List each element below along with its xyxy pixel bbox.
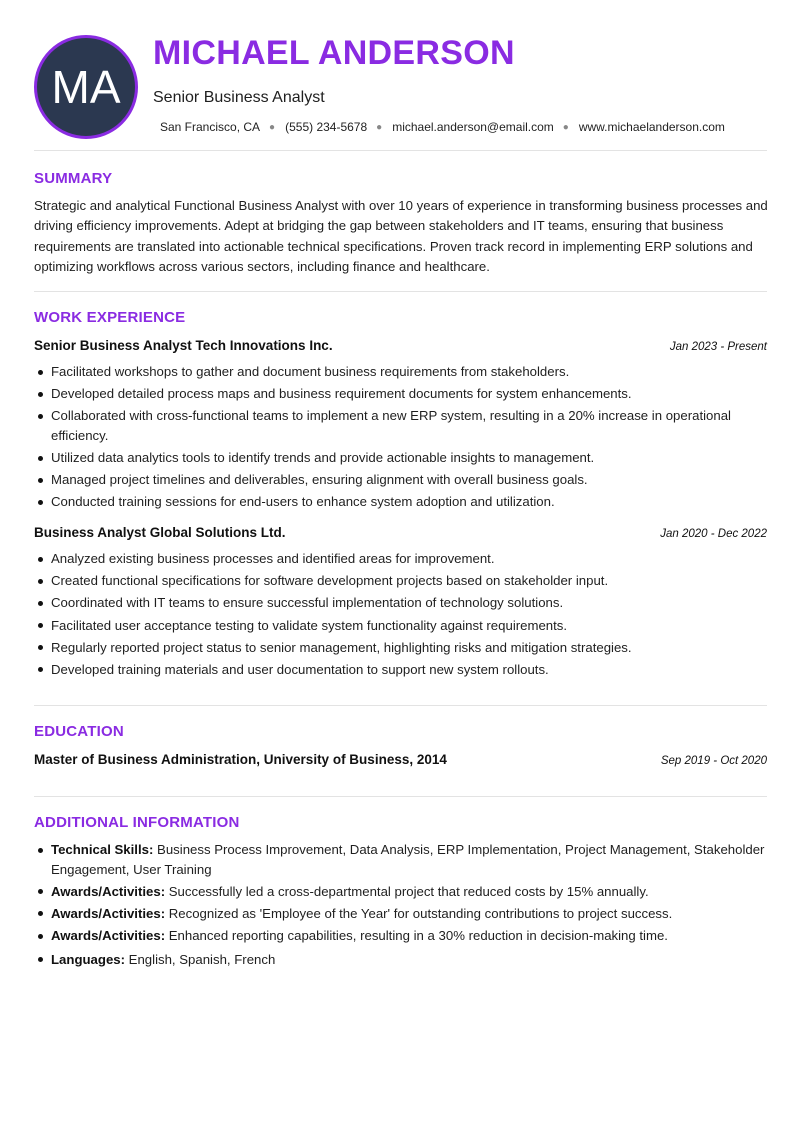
- list-item: Created functional specifications for software development projects based on stakeholder input.: [34, 571, 769, 591]
- additional-list: [34, 840, 769, 972]
- divider: [34, 796, 767, 797]
- list-item: Developed detailed process maps and business requirement documents for system enhancements.: [34, 384, 769, 404]
- job-title: Business Analyst Global Solutions Ltd.: [34, 525, 286, 540]
- contact-separator-dot: ●: [562, 121, 569, 133]
- list-item: Conducted training sessions for end-users to enhance system adoption and utilization.: [34, 492, 769, 512]
- divider: [34, 291, 767, 292]
- education-heading: EDUCATION: [34, 723, 124, 740]
- summary-heading: SUMMARY: [34, 170, 113, 187]
- job-bullets: [34, 362, 769, 515]
- item-text: English, Spanish, French: [125, 951, 276, 967]
- item-label: Technical Skills:: [51, 842, 154, 857]
- job-bullets: [34, 549, 769, 682]
- candidate-name: MICHAEL ANDERSON: [153, 34, 515, 72]
- list-item: Developed training materials and user documentation to support new system rollouts.: [34, 660, 769, 680]
- additional-heading: ADDITIONAL INFORMATION: [34, 814, 240, 831]
- list-item: [34, 950, 769, 970]
- list-item: Analyzed existing business processes and identified areas for improvement.: [34, 549, 769, 569]
- contact-location: San Francisco, CA: [160, 120, 261, 134]
- job-dates: Jan 2020 - Dec 2022: [660, 528, 767, 540]
- list-item: [34, 882, 769, 902]
- experience-heading: WORK EXPERIENCE: [34, 309, 186, 326]
- job-dates: Jan 2023 - Present: [669, 341, 767, 353]
- list-item: Facilitated workshops to gather and document business requirements from stakeholders.: [34, 362, 769, 382]
- education-entry: [34, 752, 767, 767]
- list-item: Facilitated user acceptance testing to validate system functionality against requirements.: [34, 616, 769, 636]
- item-label: Languages:: [51, 951, 126, 967]
- list-item: Managed project timelines and deliverables, ensuring alignment with overall business goals.: [34, 470, 769, 490]
- contact-line: [160, 120, 725, 134]
- contact-website[interactable]: www.michaelanderson.com: [578, 120, 725, 134]
- list-item: [34, 926, 769, 946]
- contact-email[interactable]: michael.anderson@email.com: [392, 120, 554, 134]
- item-label: Awards/Activities:: [51, 883, 166, 899]
- item-text: Successfully led a cross-departmental project that reduced costs by 15% annually.: [165, 883, 649, 899]
- item-label: Awards/Activities:: [51, 905, 166, 921]
- list-item: [34, 840, 769, 879]
- job-header: [34, 338, 767, 353]
- item-text: Enhanced reporting capabilities, resulting in a 30% reduction in decision-making time.: [165, 928, 668, 944]
- list-item: Coordinated with IT teams to ensure successful implementation of technology solutions.: [34, 593, 769, 613]
- list-item: Utilized data analytics tools to identify trends and provide actionable insights to management.: [34, 448, 769, 468]
- list-item: Collaborated with cross-functional teams to implement a new ERP system, resulting in a 20% increase in operational efficiency.: [34, 406, 769, 445]
- contact-phone: (555) 234-5678: [285, 120, 368, 134]
- summary-text: Strategic and analytical Functional Business Analyst with over 10 years of experience in transforming business processes and driving efficiency improvements. Adept at bridging the gap between stakeholders and IT teams, ensuring that business requirements are translated into actionable technical specifications. Proven track record in implementing ERP solutions and optimizing workflows across various sectors, including finance and healthcare.: [34, 198, 768, 274]
- education-degree: Master of Business Administration, University of Business, 2014: [34, 752, 447, 767]
- item-label: Awards/Activities:: [51, 928, 166, 944]
- avatar-initials: MA: [34, 35, 138, 139]
- contact-separator-dot: ●: [269, 121, 276, 133]
- contact-separator-dot: ●: [376, 121, 383, 133]
- job-header: [34, 525, 767, 540]
- divider: [34, 705, 767, 706]
- list-item: [34, 904, 769, 924]
- divider: [34, 150, 767, 151]
- candidate-title: Senior Business Analyst: [153, 89, 325, 106]
- list-item: Regularly reported project status to senior management, highlighting risks and mitigation strategies.: [34, 638, 769, 658]
- job-title: Senior Business Analyst Tech Innovations Inc.: [34, 338, 333, 353]
- item-text: Business Process Improvement, Data Analysis, ERP Implementation, Project Management, Stakeholder Engagement, User Training: [51, 842, 765, 877]
- education-dates: Sep 2019 - Oct 2020: [660, 755, 767, 767]
- item-text: Recognized as 'Employee of the Year' for outstanding contributions to project success.: [165, 905, 673, 921]
